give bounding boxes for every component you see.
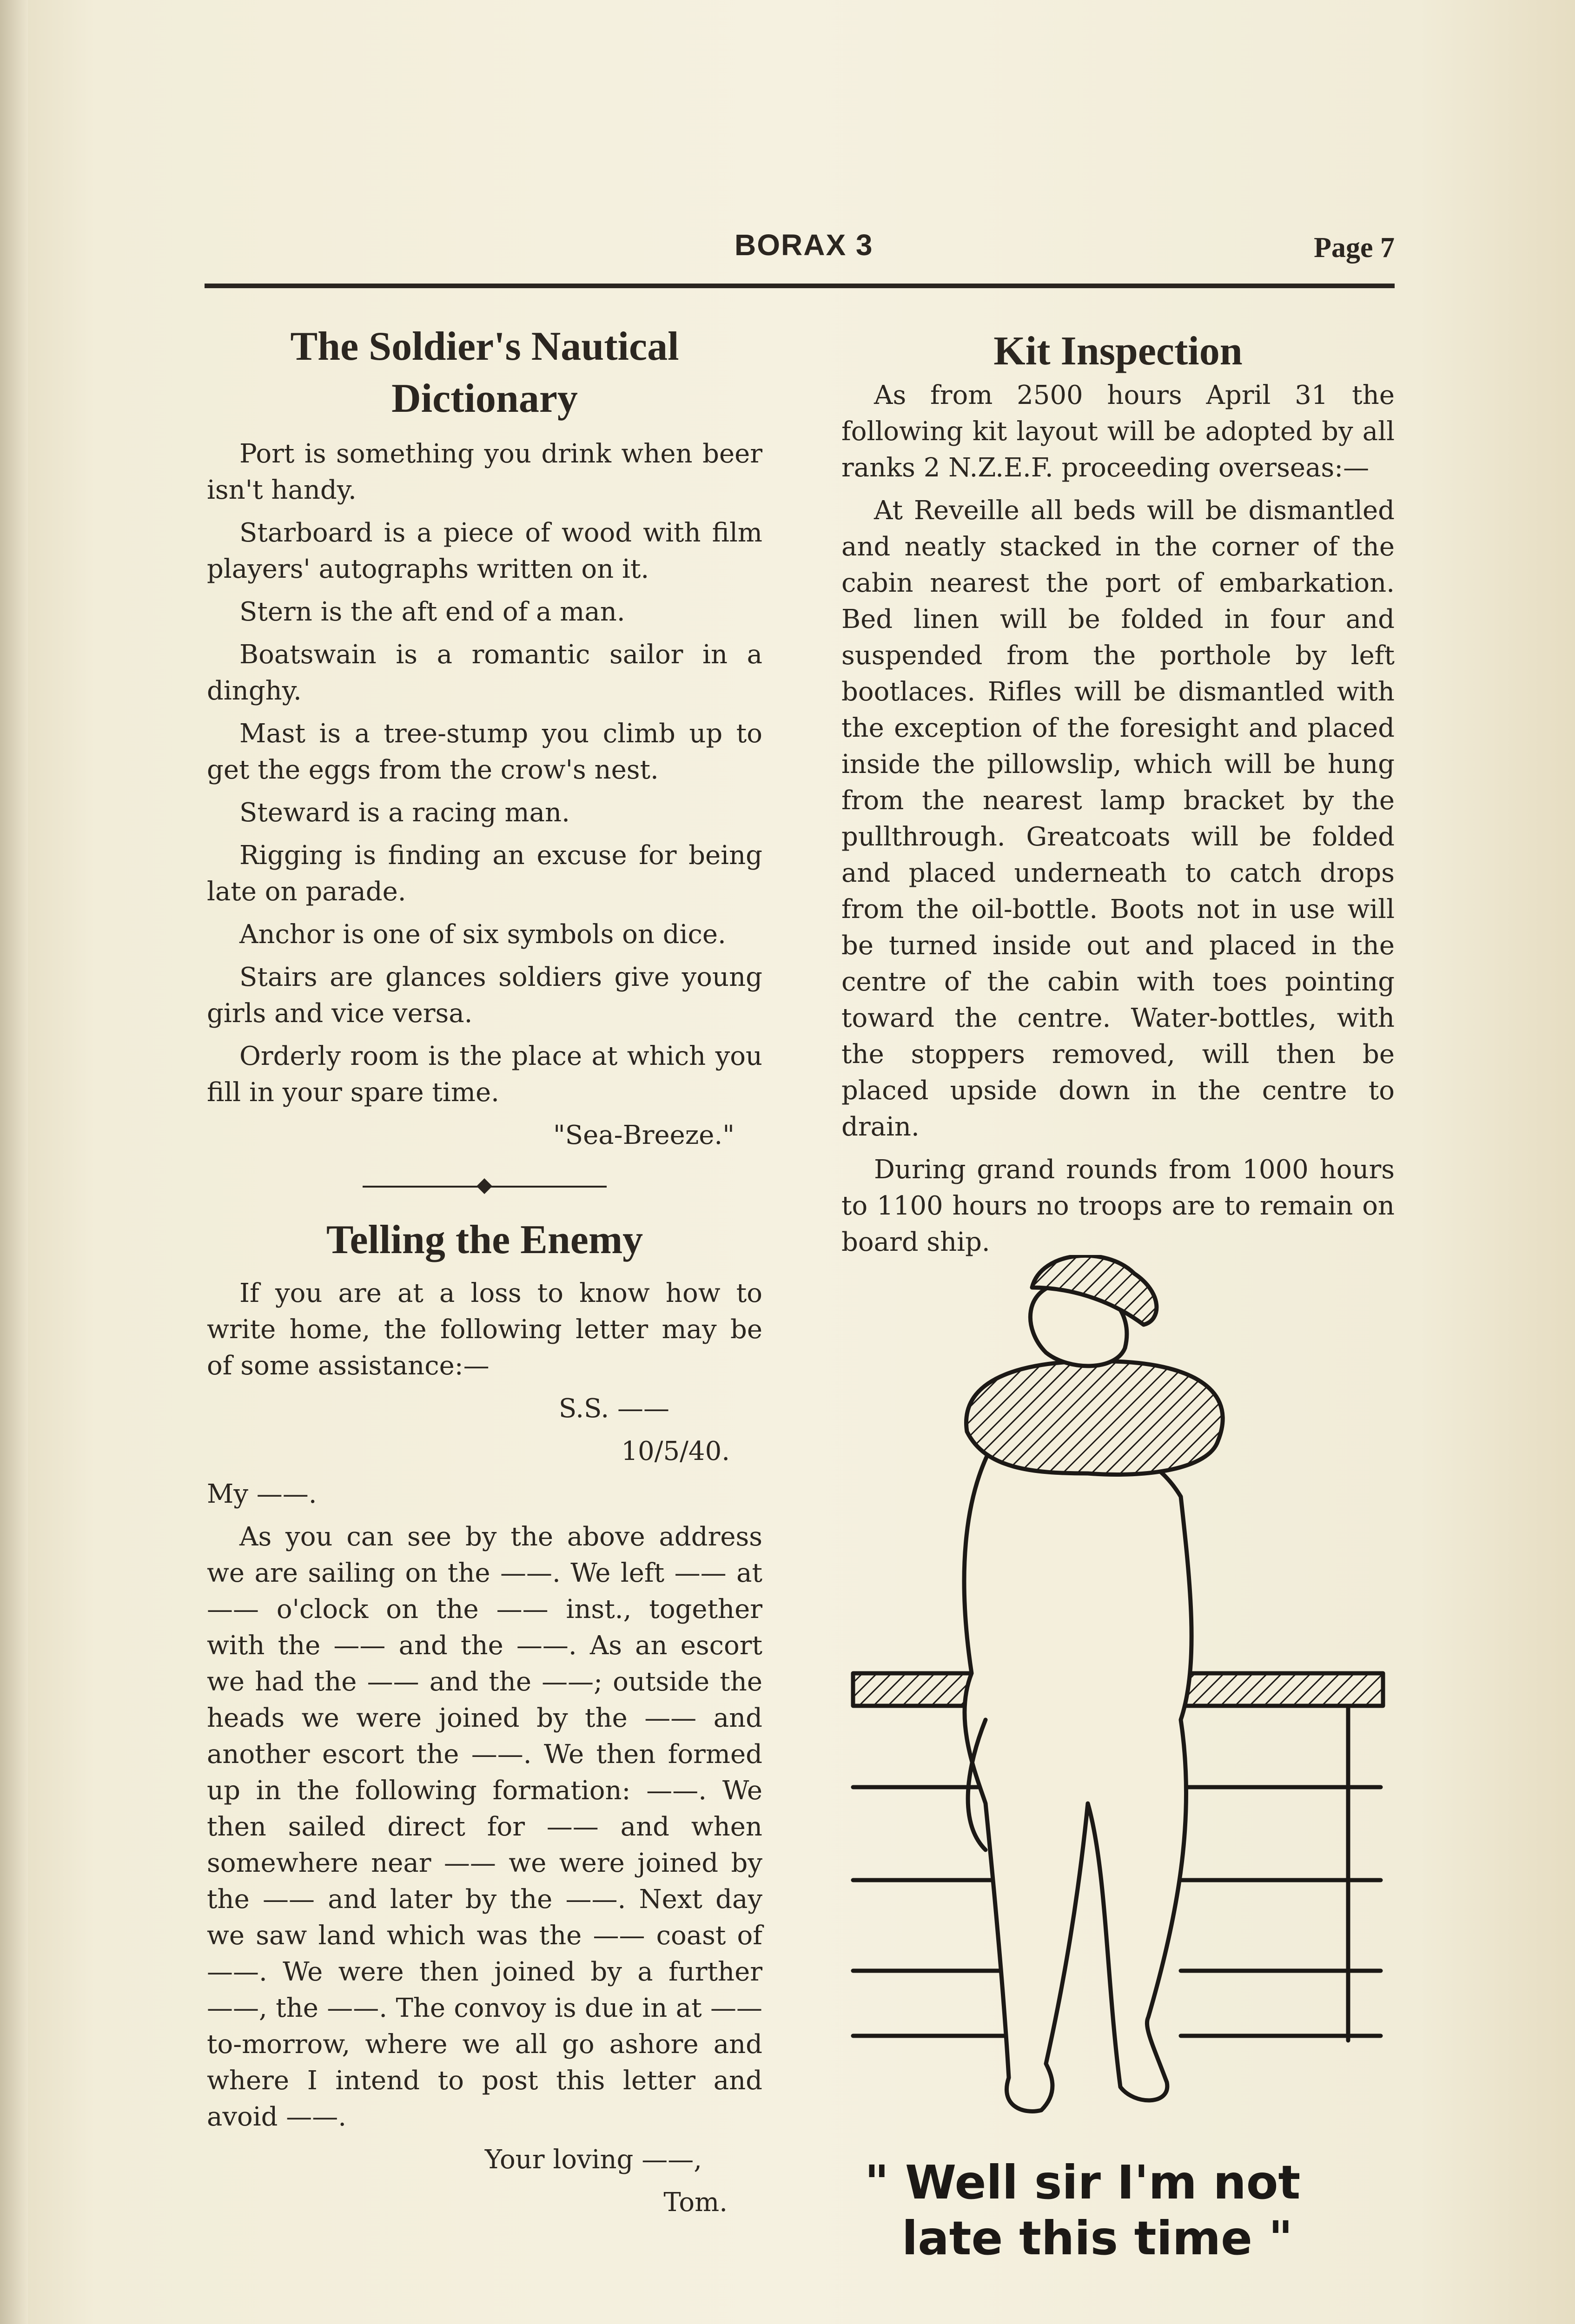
- dictionary-entry: Steward is a racing man.: [239, 798, 570, 828]
- dictionary-title-line2: Dictionary: [391, 376, 578, 421]
- running-title: BORAX 3: [735, 228, 874, 262]
- letter-closing: Your loving ——,: [484, 2145, 702, 2175]
- life-jacket-icon: [966, 1361, 1223, 1474]
- dictionary-entry: Stern is the aft end of a man.: [239, 597, 625, 627]
- cartoon-caption-line1: " Well sir I'm not: [865, 2155, 1301, 2210]
- page-spine-shadow: [0, 0, 28, 2324]
- dictionary-entry: Anchor is one of six symbols on dice.: [239, 919, 726, 950]
- dictionary-entry: Mast is a tree-stump you climb up to get the eggs from the crow's nest.: [207, 719, 762, 785]
- dictionary-title: [207, 321, 762, 425]
- page-header: [205, 218, 1395, 288]
- dictionary-entry: Starboard is a piece of wood with film players' autographs written on it.: [207, 518, 762, 584]
- divider-line-left: [363, 1186, 479, 1188]
- left-column: [207, 321, 762, 2227]
- divider-diamond-icon: [476, 1178, 492, 1194]
- letter-name: Tom.: [663, 2187, 728, 2218]
- kit-paragraph: As from 2500 hours April 31 the following kit layout will be adopted by all ranks 2 N.Z.E.F. proceeding overseas:—: [841, 380, 1395, 483]
- soldier-figure-icon: [964, 1441, 1191, 2111]
- cartoon-caption-line2: late this time ": [902, 2211, 1293, 2265]
- letter-salutation: My ——.: [207, 1479, 317, 1509]
- dictionary-signature: "Sea-Breeze.": [553, 1120, 735, 1150]
- right-column: [841, 325, 1395, 1267]
- dictionary-entry: Orderly room is the place at which you fill in your spare time.: [207, 1041, 762, 1108]
- dictionary-entry: Port is something you drink when beer isn't handy.: [207, 439, 762, 505]
- enemy-title: Telling the Enemy: [326, 1217, 643, 1262]
- letter-body: As you can see by the above address we are sailing on the ——. We left —— at —— o'clock on the —— inst., together with the —— and the ——. As an escort we had the —— and the ——; outside the heads we were joined by the —— and another escort the ——. We then formed up in the following formation: ——. We then sailed direct for —— and when somewhere near —— we were joined by the —— and later by the ——. Next day we saw land which was the —— coast of ——. We were then joined by a further ——, the ——. The convoy is due in at —— to-morrow, where we all go ashore and where I intend to post this letter and avoid ——.: [207, 1522, 762, 2132]
- header-rule: [205, 284, 1395, 288]
- kit-title: Kit Inspection: [993, 329, 1243, 374]
- cartoon-illustration: [846, 1255, 1399, 2278]
- page-number: Page 7: [1314, 232, 1395, 264]
- dictionary-entry: Rigging is finding an excuse for being late on parade.: [207, 840, 762, 907]
- dictionary-title-line1: The Soldier's Nautical: [290, 324, 679, 369]
- divider-line-right: [490, 1186, 607, 1188]
- kit-paragraph: During grand rounds from 1000 hours to 1100 hours no troops are to remain on board ship.: [841, 1155, 1395, 1257]
- letter-date-line: 10/5/40.: [621, 1436, 730, 1466]
- letter-ship-line: S.S. ——: [558, 1393, 669, 1424]
- dictionary-entry: Boatswain is a romantic sailor in a dinghy.: [207, 640, 762, 706]
- section-divider-ornament: [207, 1172, 762, 1200]
- kit-paragraph: At Reveille all beds will be dismantled and neatly stacked in the corner of the cabin nearest the port of embarkation. Bed linen will be folded in four and suspended from the porthole by left bootlaces. Rifles will be dismantled with the exception of the foresight and placed inside the pillowslip, which will be hung from the nearest lamp bracket by the pullthrough. Greatcoats will be folded and placed underneath to catch drops from the oil-bottle. Boots not in use will be turned inside out and placed in the centre of the cabin with toes pointing toward the centre. Water-bottles, with the stoppers removed, will then be placed upside down in the centre to drain.: [841, 495, 1395, 1142]
- dictionary-entry: Stairs are glances soldiers give young girls and vice versa.: [207, 962, 762, 1029]
- enemy-intro: If you are at a loss to know how to write home, the following letter may be of some assistance:—: [207, 1278, 762, 1381]
